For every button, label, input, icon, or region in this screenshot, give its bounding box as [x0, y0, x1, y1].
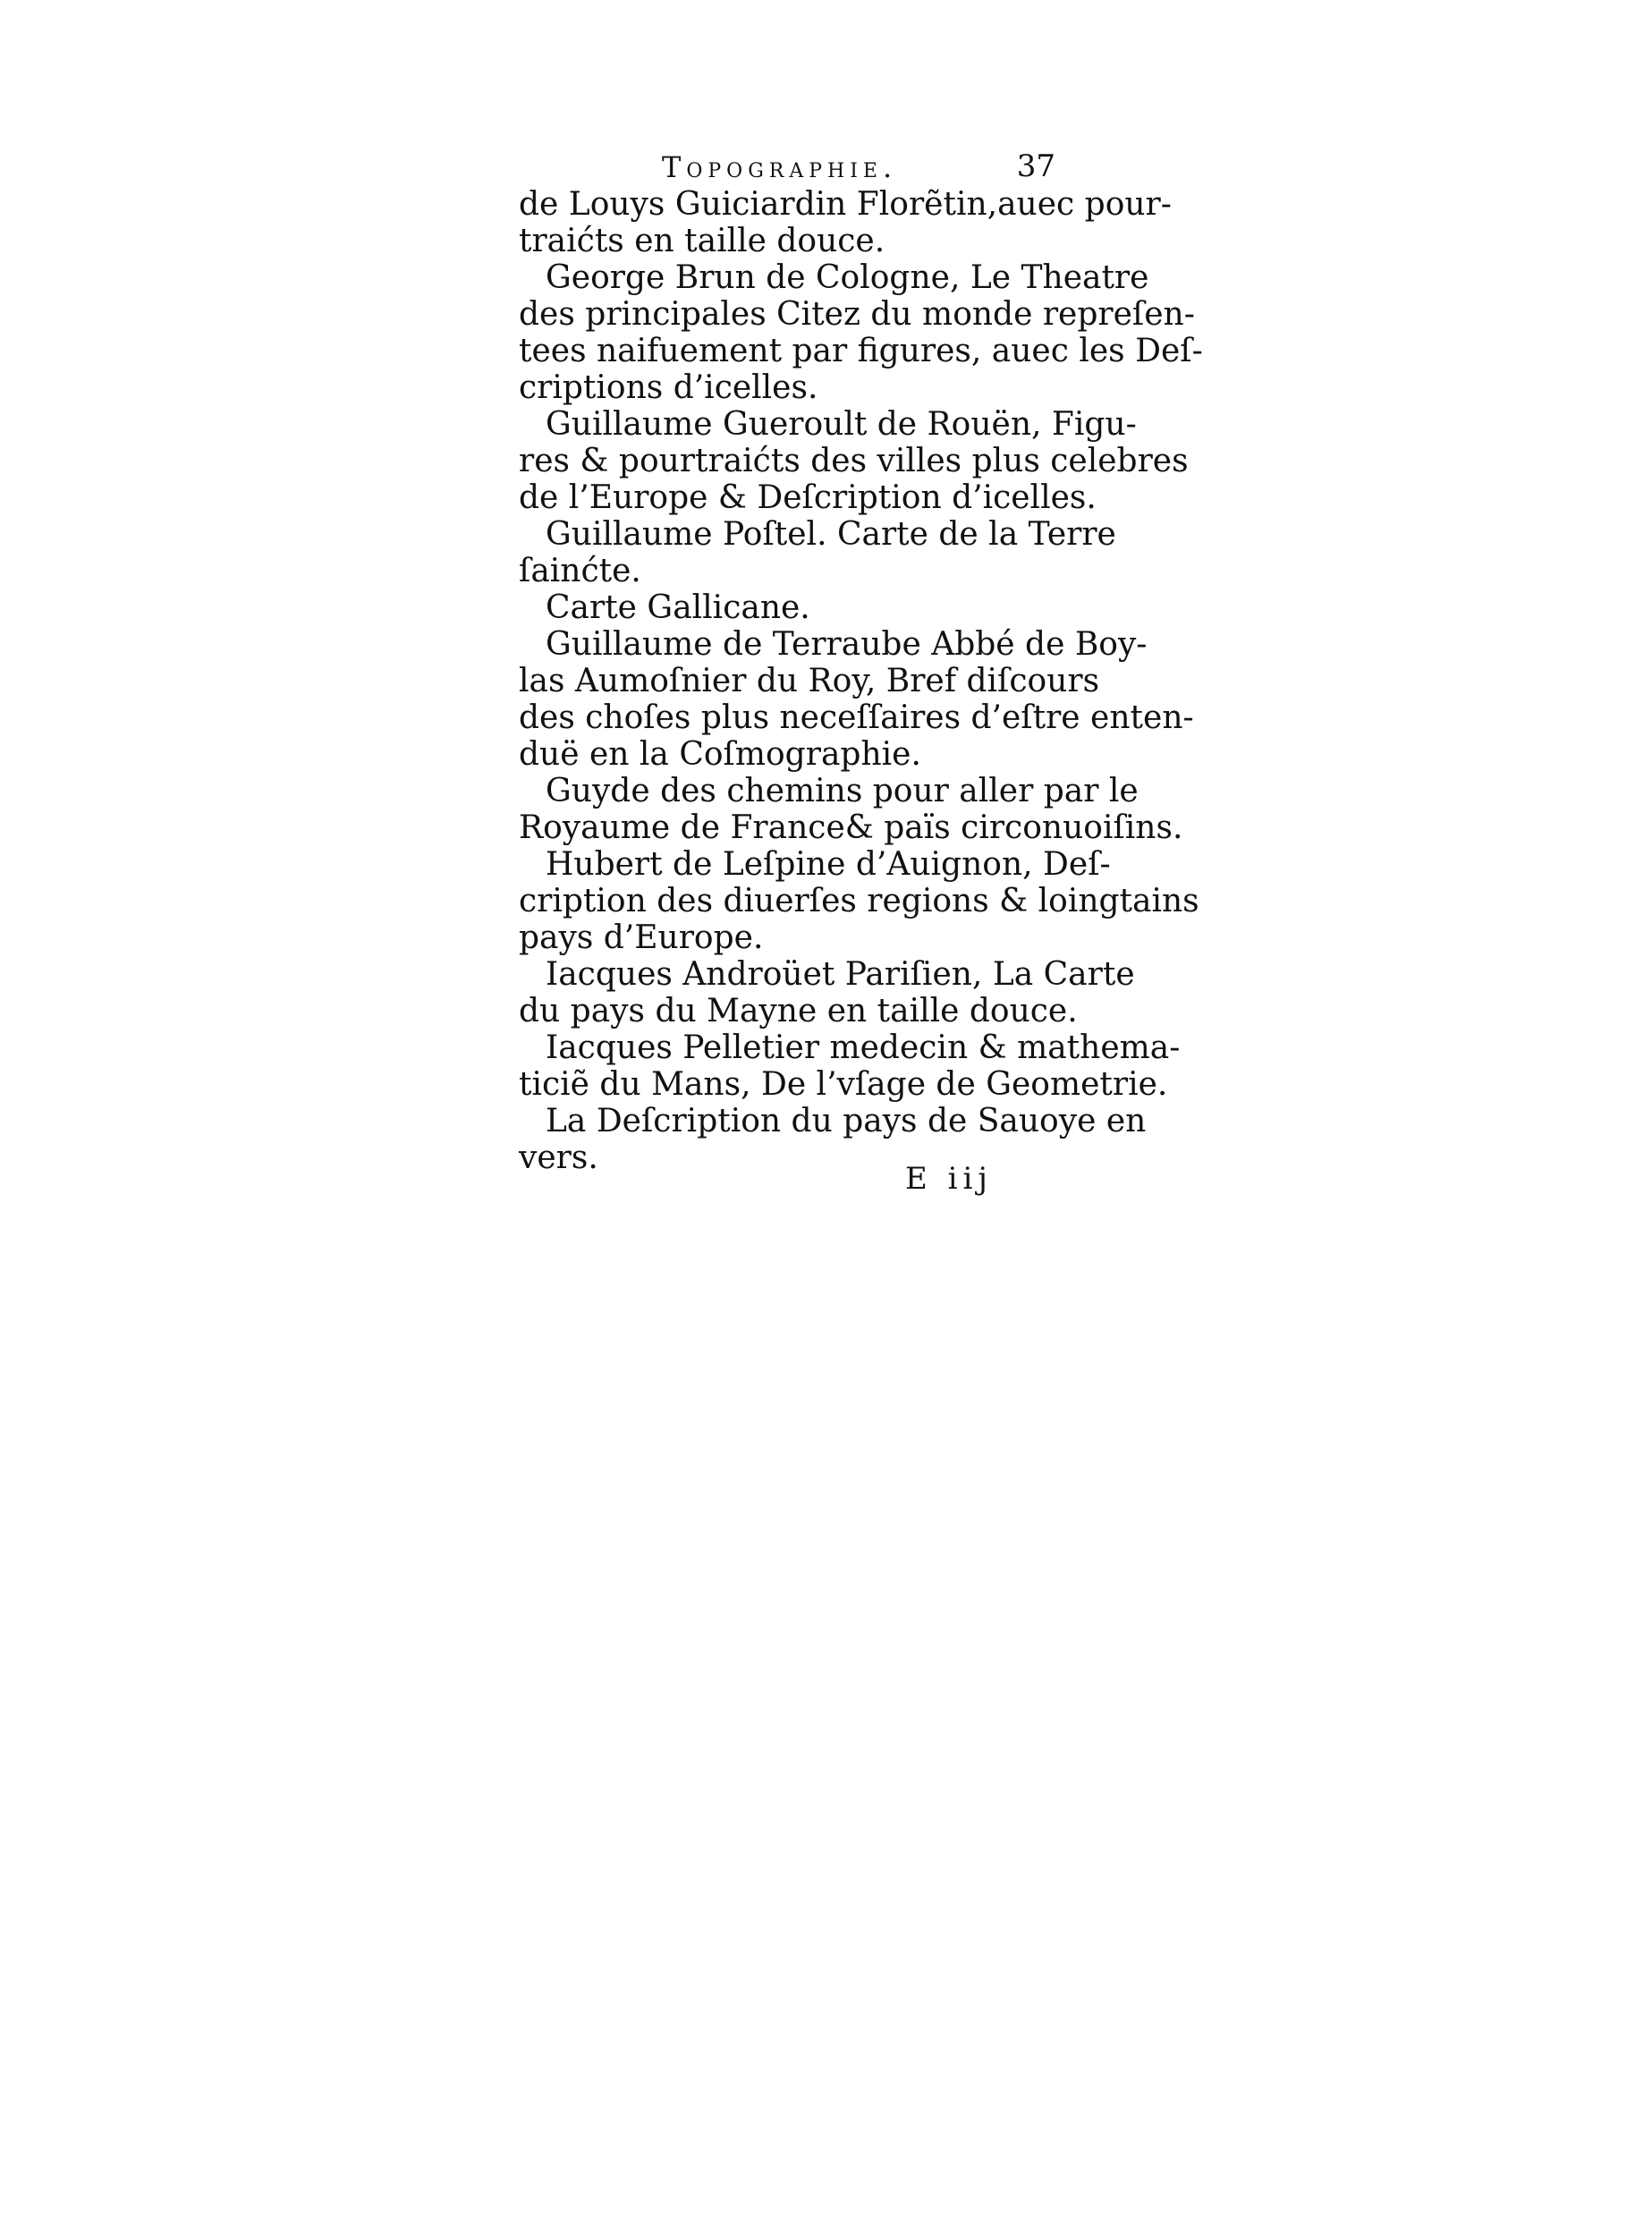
text-line: Iacques Androüet Pariſien, La Carte [546, 956, 1135, 993]
text-line: de Louys Guiciardin Florẽtin,auec pour- [519, 186, 1172, 223]
signature-mark: E iij [905, 1161, 993, 1197]
text-line: cription des diuerſes regions & loingtains [519, 883, 1199, 919]
text-line: res & pourtraićts des villes plus celebres [519, 443, 1189, 479]
text-line: Guillaume Gueroult de Rouën, Figu- [546, 406, 1137, 443]
text-line: des principales Citez du monde repreſen- [519, 296, 1195, 333]
running-head: Topographie. [662, 150, 898, 184]
text-line: George Brun de Cologne, Le Theatre [546, 259, 1149, 296]
text-line: vers. [519, 1139, 598, 1176]
text-line: Guyde des chemins pour aller par le [546, 773, 1139, 809]
text-line: ticiẽ du Mans, De l’vſage de Geometrie. [519, 1066, 1168, 1103]
text-line: Royaume de France& païs circonuoiſins. [519, 809, 1183, 846]
text-line: des choſes plus neceſſaires d’eſtre enten- [519, 699, 1194, 736]
text-line: Iacques Pelletier medecin & mathema- [546, 1029, 1181, 1066]
text-line: Guillaume Poſtel. Carte de la Terre [546, 516, 1116, 553]
text-line: La Deſcription du pays de Sauoye en [546, 1103, 1147, 1139]
text-line: tees naifuement par figures, auec les Deſ- [519, 333, 1203, 369]
page-number: 37 [1016, 148, 1055, 184]
text-line: criptions d’icelles. [519, 369, 818, 406]
text-line: duë en la Coſmographie. [519, 736, 921, 773]
text-line: pays d’Europe. [519, 919, 764, 956]
text-line: Carte Gallicane. [546, 589, 810, 626]
body-text [519, 186, 1203, 1176]
text-line: de l’Europe & Deſcription d’icelles. [519, 479, 1097, 516]
text-line: las Aumoſnier du Roy, Bref diſcours [519, 663, 1100, 699]
text-line: Guillaume de Terraube Abbé de Boy- [546, 626, 1148, 663]
text-line: Hubert de Leſpine d’Auignon, Deſ- [546, 846, 1111, 883]
text-line: ſainćte. [519, 553, 641, 589]
text-line: du pays du Mayne en taille douce. [519, 993, 1078, 1029]
text-line: traićts en taille douce. [519, 223, 885, 259]
